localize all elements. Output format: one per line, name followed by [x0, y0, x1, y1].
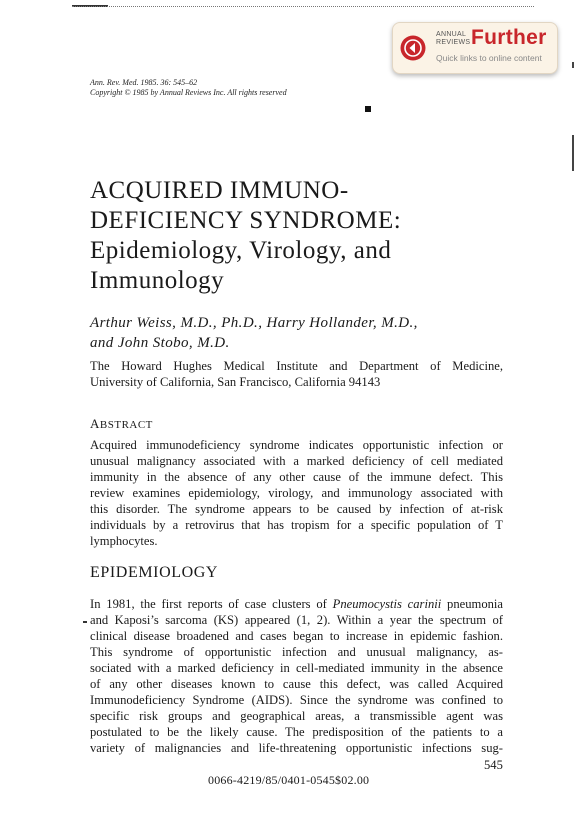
authors-line: and John Stobo, M.D. — [90, 335, 230, 351]
title-line: DEFICIENCY SYNDROME: — [90, 207, 402, 234]
body-line: specific risk groups and geographical areas, a transmissible agent was — [90, 709, 503, 723]
body-line: variety of malignancies and life-threatening opportunistic infections sug- — [90, 741, 503, 755]
body-line: clinical disease broadened and cases began to increase in epidemic fashion. — [90, 629, 503, 643]
body-line: of any other diseases known to cause this defect, was called Acquired — [90, 677, 503, 691]
body-line: postulated to be the likely cause. The predisposition of the patients to a — [90, 725, 503, 739]
issn-code: 0066-4219/85/0401-0545$02.00 — [208, 773, 370, 787]
copyright-line: Copyright © 1985 by Annual Reviews Inc. All rights reserved — [90, 88, 287, 97]
authors — [90, 313, 418, 353]
edge-mark — [572, 62, 574, 68]
affiliation-line: University of California, San Francisco, California 94143 — [90, 375, 381, 389]
body-line: sociated with a marked deficiency in cell-mediated immunity in the absence — [90, 661, 503, 675]
page-number: 545 — [484, 758, 503, 772]
stray-mark — [83, 621, 87, 623]
abstract-line: Acquired immunodeficiency syndrome indicates opportunistic infection or — [90, 438, 503, 452]
abstract-line: unusual malignancy associated with a marked deficiency of cell mediated — [90, 454, 503, 468]
abstract-line: lymphocytes. — [90, 534, 158, 548]
further-logo-icon — [400, 35, 426, 66]
header-rule — [72, 6, 534, 7]
article-title — [90, 176, 401, 296]
journal-citation — [90, 78, 287, 98]
abstract-text — [90, 437, 503, 549]
abstract-line: this disorder. The syndrome appears to be caused by infection of at-risk — [90, 502, 503, 516]
body-line: This syndrome of opportunistic infection and unusual malignancy, as- — [90, 645, 503, 659]
further-publisher: ANNUAL REVIEWS — [436, 31, 471, 46]
abstract-line: individuals by a retrovirus that has tropism for a specific population of T — [90, 518, 503, 532]
authors-line: Arthur Weiss, M.D., Ph.D., Harry Hollander, M.D., — [90, 315, 418, 331]
body-line: Immunodeficiency Syndrome (AIDS). Since the syndrome was confined to — [90, 693, 503, 707]
title-line: Immunology — [90, 267, 225, 294]
affiliation-line: The Howard Hughes Medical Institute and Department of Medicine, — [90, 359, 503, 373]
affiliation — [90, 358, 503, 390]
further-banner[interactable] — [392, 22, 558, 74]
edge-mark — [572, 135, 574, 171]
title-line: Epidemiology, Virology, and — [90, 237, 392, 264]
citation-line: Ann. Rev. Med. 1985. 36: 545–62 — [90, 78, 198, 87]
epidemiology-text — [90, 596, 503, 756]
abstract-line: review examines epidemiology, virology, and immunology associated with — [90, 486, 503, 500]
body-line: and Kaposi’s sarcoma (KS) appeared (1, 2). Within a year the spectrum of — [90, 613, 503, 627]
abstract-line: immunity in the absence of any other cause of the immune defect. This — [90, 470, 503, 484]
abstract-heading: ABSTRACT — [90, 416, 153, 431]
scan-marker — [365, 106, 371, 112]
title-line: ACQUIRED IMMUNO- — [90, 177, 349, 204]
body-line: In 1981, the first reports of case clusters of Pneumocystis carinii pneumonia — [90, 597, 504, 611]
further-title: Further — [471, 26, 547, 49]
section-heading-epidemiology: EPIDEMIOLOGY — [90, 564, 219, 581]
further-subtitle: Quick links to online content — [436, 53, 542, 63]
